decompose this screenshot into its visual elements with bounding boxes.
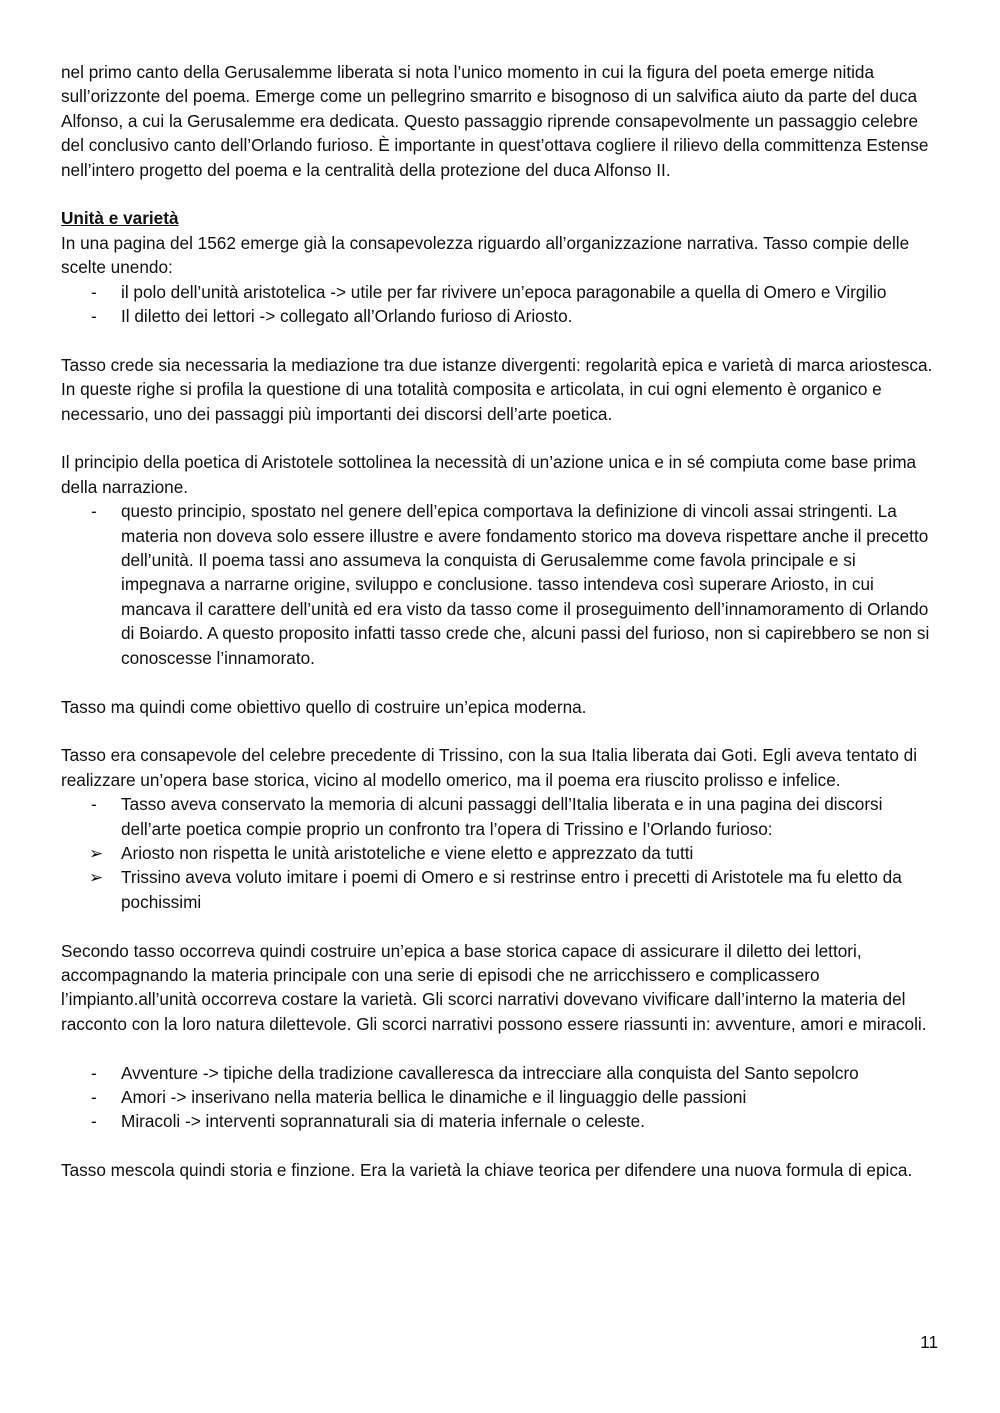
paragraph-mediazione: Tasso crede sia necessaria la mediazione tra due istanze divergenti: regolarità epica e varietà di marca ariostesca. In queste righe si profila la questione di una totalità composita e articolata, in cui ogni elemento è organico e necessario, uno dei passaggi più importanti dei discorsi dell’arte poetica. — [61, 354, 933, 424]
dash-list-confronto — [61, 792, 941, 841]
dash-list-poli — [61, 280, 941, 329]
paragraph-gap — [61, 182, 941, 206]
paragraph-obiettivo: Tasso ma quindi come obiettivo quello di costruire un’epica moderna. — [61, 696, 587, 717]
dash-marker: - — [91, 501, 97, 522]
list-item — [61, 304, 941, 328]
list-item — [61, 865, 941, 914]
dash-list-scorci — [61, 1061, 941, 1134]
document-page — [61, 60, 941, 1183]
list-item — [61, 499, 941, 670]
dash-marker: - — [91, 306, 97, 327]
list-item-text: Amori -> inserivano nella materia bellica le dinamiche e il linguaggio delle passioni — [121, 1086, 747, 1107]
list-item — [61, 1085, 941, 1109]
paragraph-intro: nel primo canto della Gerusalemme liberata si nota l’unico momento in cui la figura del poeta emerge nitida sull’orizzonte del poema. Emerge come un pellegrino smarrito e bisognoso di un salvifica aiuto da parte del duca Alfonso, a cui la Gerusalemme era dedicata. Questo passaggio riprende consapevolmente un passaggio celebre del conclusivo canto dell’Orlando furioso. È importante in quest’ottava cogliere il rilievo della committenza Estense nell’intero progetto del poema e la centralità della protezione del duca Alfonso II. — [61, 62, 929, 180]
paragraph-gap — [61, 1134, 941, 1158]
page-number: 11 — [920, 1332, 938, 1352]
list-item — [61, 1061, 941, 1085]
list-item-text: Trissino aveva voluto imitare i poemi di Omero e si restrinse entro i precetti di Aristotele ma fu eletto da pochissimi — [121, 867, 902, 912]
arrow-list-confronto — [61, 841, 941, 914]
dash-marker: - — [91, 1086, 97, 1107]
dash-marker: - — [91, 794, 97, 815]
list-item — [61, 280, 941, 304]
paragraph-gap — [61, 719, 941, 743]
list-item-text: questo principio, spostato nel genere dell’epica comportava la definizione di vincoli assai stringenti. La materia non doveva solo essere illustre e avere fondamento storico ma doveva rispettare anche il precetto dell’unità. Il poema tassi ano assumeva la conquista di Gerusalemme come favola principale e si impegnava a narrarne origine, sviluppo e conclusione. tasso intendeva così superare Ariosto, in cui mancava il carattere dell’unità ed era visto da tasso come il proseguimento dell’innamoramento di Orlando di Boiardo. A questo proposito infatti tasso crede che, alcuni passi del furioso, non si capirebbero se non si conoscesse l’innamorato. — [121, 501, 930, 668]
list-item-text: Tasso aveva conservato la memoria di alcuni passaggi dell’Italia liberata e in una pagina dei discorsi dell’arte poetica compie proprio un confronto tra l’opera di Trissino e l’Orlando furioso: — [121, 794, 883, 839]
paragraph-principio: Il principio della poetica di Aristotele sottolinea la necessità di un’azione unica e in sé compiuta come base prima della narrazione. — [61, 452, 917, 497]
dash-marker: - — [91, 1111, 97, 1132]
paragraph-organizzazione: In una pagina del 1562 emerge già la consapevolezza riguardo all’organizzazione narrativa. Tasso compie delle scelte unendo: — [61, 232, 910, 278]
list-item-text: Miracoli -> interventi soprannaturali sia di materia infernale o celeste. — [121, 1111, 645, 1132]
list-item — [61, 1109, 941, 1133]
paragraph-gap — [61, 670, 941, 694]
dash-marker: - — [91, 1062, 97, 1083]
dash-marker: - — [91, 281, 97, 302]
paragraph-trissino: Tasso era consapevole del celebre precedente di Trissino, con la sua Italia liberata dai Goti. Egli aveva tentato di realizzare un’opera base storica, vicino al modello omerico, ma il poema era riuscito prolisso e infelice. — [61, 745, 918, 790]
paragraph-gap — [61, 914, 941, 938]
list-item-text: Ariosto non rispetta le unità aristoteliche e viene eletto e apprezzato da tutti — [121, 842, 694, 863]
arrow-bullet-icon: ➢ — [89, 867, 104, 888]
arrow-bullet-icon: ➢ — [89, 842, 104, 863]
list-item-text: il polo dell’unità aristotelica -> utile per far rivivere un’epoca paragonabile a quella di Omero e Virgilio — [121, 281, 887, 302]
list-item-text: Il diletto dei lettori -> collegato all’Orlando furioso di Ariosto. — [121, 306, 573, 327]
section-heading: Unità e varietà — [61, 208, 179, 229]
paragraph-gap — [61, 426, 941, 450]
paragraph-epica-storica: Secondo tasso occorreva quindi costruire un’epica a base storica capace di assicurare il diletto dei lettori, accompagnando la materia principale con una serie di episodi che ne arricchissero e complicassero l’impianto.all’unità occorreva costare la varietà. Gli scorci narrativi dovevano vivificare dall’interno la materia del racconto con la loro natura dilettevole. Gli scorci narrativi possono essere riassunti in: avventure, amori e miracoli. — [61, 940, 927, 1034]
paragraph-gap — [61, 328, 941, 352]
paragraph-conclusione: Tasso mescola quindi storia e finzione. Era la varietà la chiave teorica per difendere una nuova formula di epica. — [61, 1160, 913, 1181]
list-item — [61, 792, 941, 841]
list-item-text: Avventure -> tipiche della tradizione cavalleresca da intrecciare alla conquista del Santo sepolcro — [121, 1062, 859, 1083]
dash-list-principio — [61, 499, 941, 670]
list-item — [61, 841, 941, 865]
paragraph-gap — [61, 1036, 941, 1060]
